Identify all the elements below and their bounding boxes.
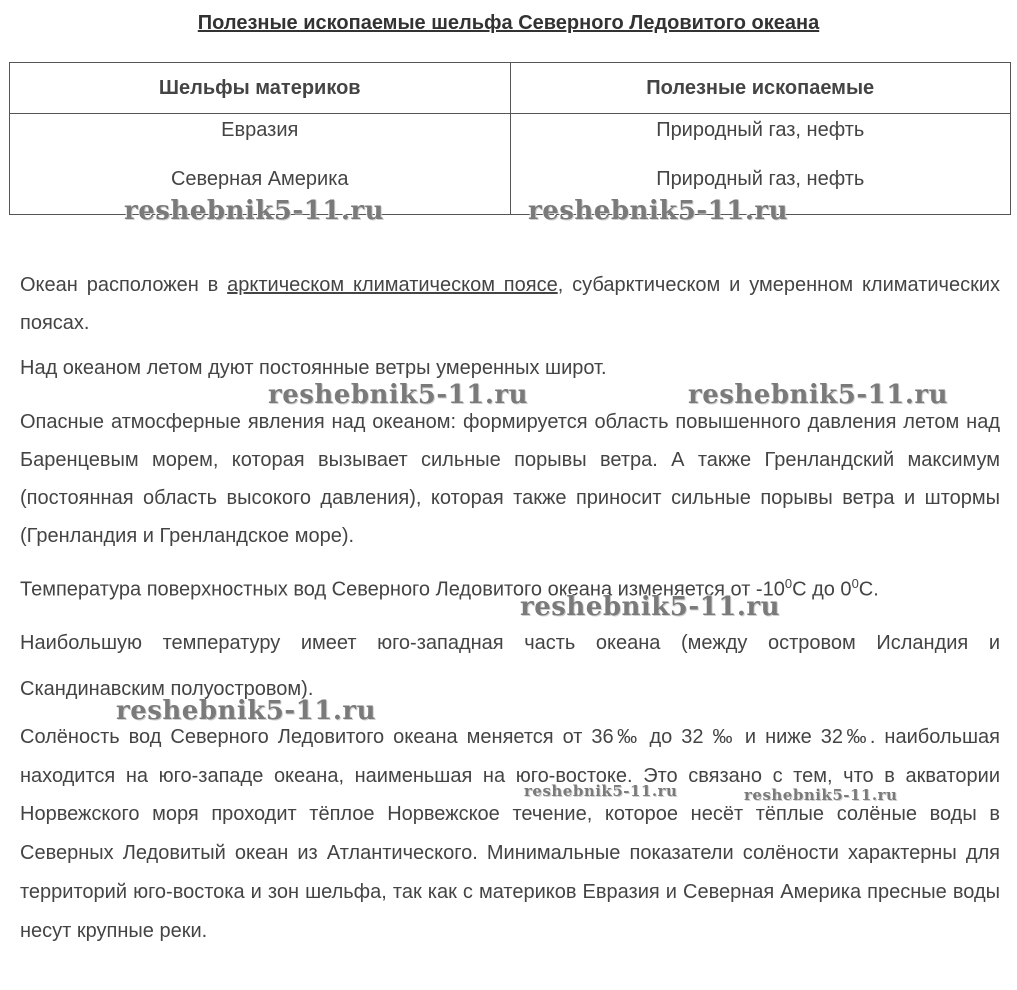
table-cell-north-america: Северная Америка	[170, 168, 349, 190]
table-header-minerals: Полезные ископаемые	[510, 63, 1011, 114]
table-cell-eurasia: Евразия	[221, 119, 299, 141]
watermark: reshebnik5-11.ru	[528, 196, 789, 226]
paragraph-winds: Над океаном летом дуют постоянные ветры умеренных широт.	[20, 357, 607, 379]
paragraph-climate-belts: Океан расположен в арктическом климатическом поясе, субарктическом и умеренном климатических поясах.	[20, 274, 1000, 334]
paragraph-temperature: Температура поверхностных вод Северного Ледовитого океана изменяется от $-10^0С$ до $0^0С$.	[20, 576, 879, 601]
table-header-shelves: Шельфы материков	[10, 63, 511, 114]
table-cell-minerals-north-america: Природный газ, нефть	[656, 168, 865, 190]
table-cell-minerals-eurasia: Природный газ, нефть	[656, 119, 865, 141]
watermark: reshebnik5-11.ru	[524, 782, 678, 800]
watermark: reshebnik5-11.ru	[116, 696, 377, 726]
table-header-row	[10, 63, 1011, 114]
paragraph-weather-hazards: Опасные атмосферные явления над океаном: формируется область повышенного давления летом над Баренцевым морем, которая вызывает сильные порывы ветра. А также Гренландский максимум (постоянная область высокого давления), которая также приносит сильные порывы ветра и штормы (Гренландия и Гренландское море).	[20, 411, 1000, 547]
paragraph-warmest-part: Наибольшую температуру имеет юго-западная часть океана (между островом Исландия и Скандинавским полуостровом).	[20, 632, 1000, 700]
watermark: reshebnik5-11.ru	[688, 380, 949, 410]
watermark: reshebnik5-11.ru	[744, 786, 898, 804]
climate-belt-link: арктическом климатическом поясе	[227, 274, 558, 296]
page-title: Полезные ископаемые шельфа Северного Ледовитого океана	[197, 12, 820, 34]
watermark: reshebnik5-11.ru	[124, 196, 385, 226]
minerals-table	[9, 62, 1011, 215]
watermark: reshebnik5-11.ru	[520, 592, 781, 622]
paragraph-salinity: Солёность вод Северного Ледовитого океана меняется от 36‰ до 32 ‰ и ниже 32‰. наибольшая находится на юго-западе океана, наименьшая на юго-востоке. Это связано с тем, что в акватории Норвежского моря проходит тёплое Норвежское течение, которое несёт тёплые солёные воды в Северных Ледовитый океан из Атлантического. Минимальные показатели солёности характерны для территорий юго-востока и зон шельфа, так как с материков Евразия и Северная Америка пресные воды несут крупные реки.	[20, 726, 1000, 942]
watermark: reshebnik5-11.ru	[268, 380, 529, 410]
